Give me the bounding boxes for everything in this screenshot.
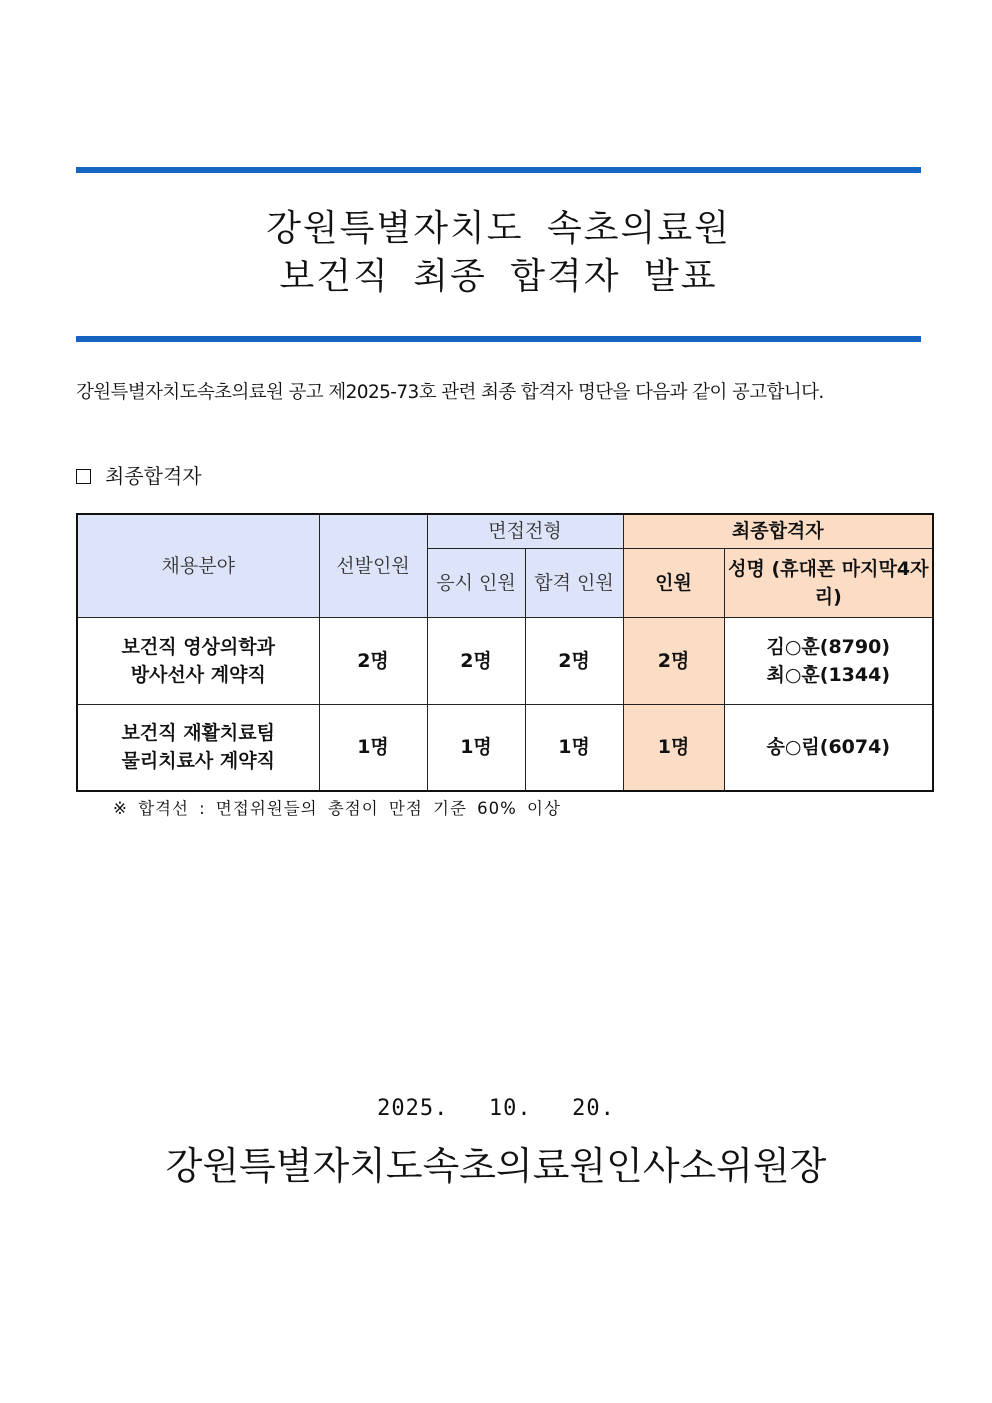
bottom-rule	[76, 336, 921, 342]
row-1-field-line-2: 방사선사 계약직	[130, 663, 266, 686]
row-1-field-line-1: 보건직 영상의학과	[121, 635, 275, 658]
table-header-row	[77, 514, 933, 548]
header-interview: 면접전형	[427, 514, 623, 548]
row-1-names	[724, 617, 933, 704]
announcement-date: 2025. 10. 20.	[377, 1096, 615, 1121]
pass-criteria-note: ※ 합격선 : 면접위원들의 총점이 만점 기준 60% 이상	[113, 799, 561, 818]
row-2-field-line-2: 물리치료사 계약직	[121, 750, 275, 773]
row-1-quota: 2명	[319, 617, 427, 704]
row-2-applied: 1명	[427, 704, 525, 791]
section-title: 최종합격자	[105, 464, 202, 488]
header-final-name-line-1: 성명	[728, 557, 765, 580]
row-2-passed: 1명	[525, 704, 623, 791]
page-title-line-1: 강원특별자치도 속초의료원	[266, 208, 731, 249]
header-applied-line-1: 응시	[436, 571, 473, 594]
intro-text: 강원특별자치도속초의료원 공고 제2025-73호 관련 최종 합격자 명단을 다음과 같이 공고합니다.	[76, 382, 824, 403]
header-final-count: 인원	[623, 548, 724, 617]
row-2-final-count: 1명	[623, 704, 724, 791]
header-passed-line-2: 인원	[577, 571, 614, 594]
header-passed-line-1: 합격	[534, 571, 571, 594]
row-2-field-line-1: 보건직 재활치료팀	[121, 722, 275, 745]
header-applied-line-2: 인원	[479, 571, 516, 594]
page-title-line-2: 보건직 최종 합격자 발표	[279, 256, 718, 297]
row-1-name-2: 최○훈(1344)	[766, 663, 891, 686]
row-2-quota: 1명	[319, 704, 427, 791]
row-1-name-1: 김○훈(8790)	[766, 635, 891, 658]
table-row	[77, 617, 933, 704]
results-table	[76, 513, 934, 792]
row-1-field	[77, 617, 319, 704]
row-2-names	[724, 704, 933, 791]
section-heading	[76, 463, 202, 489]
top-rule	[76, 167, 921, 173]
row-2-field	[77, 704, 319, 791]
row-1-applied: 2명	[427, 617, 525, 704]
header-final-name-line-2: (휴대폰 마지막4자리)	[771, 557, 929, 608]
checkbox-icon	[76, 469, 91, 484]
row-2-name-1: 송○림(6074)	[766, 736, 891, 759]
header-passed	[525, 548, 623, 617]
header-quota: 선발인원	[319, 514, 427, 617]
header-final: 최종합격자	[623, 514, 933, 548]
row-1-final-count: 2명	[623, 617, 724, 704]
table-row	[77, 704, 933, 791]
header-final-name	[724, 548, 933, 617]
header-applied	[427, 548, 525, 617]
header-field: 채용분야	[77, 514, 319, 617]
signer-title: 강원특별자치도속초의료원인사소위원장	[165, 1144, 827, 1188]
row-1-passed: 2명	[525, 617, 623, 704]
